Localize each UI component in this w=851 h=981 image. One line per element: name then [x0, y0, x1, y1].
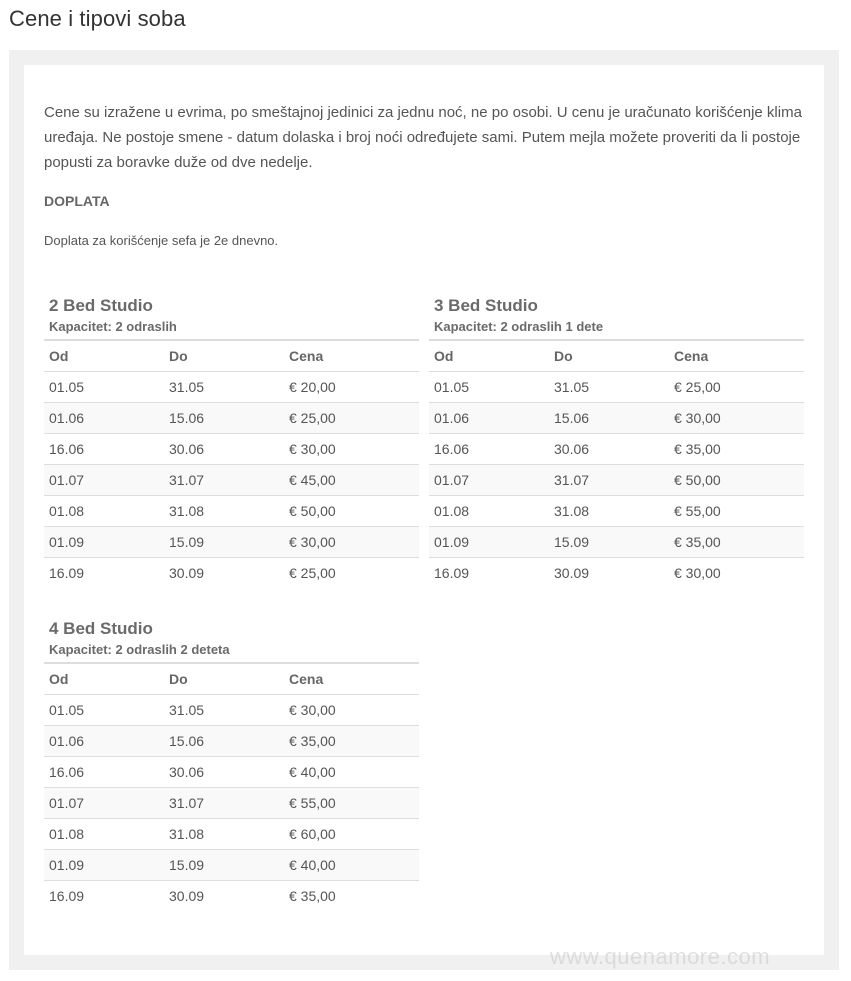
cell-from: 01.08	[429, 496, 549, 527]
table-row	[429, 372, 804, 403]
table-row	[429, 403, 804, 434]
table-row	[44, 558, 419, 589]
room-capacity: Kapacitet: 2 odraslih	[49, 319, 177, 334]
cell-price: € 30,00	[669, 403, 804, 434]
table-row	[44, 527, 419, 558]
column-header-from: Od	[44, 340, 164, 372]
content-card	[24, 65, 824, 955]
cell-price: € 50,00	[669, 465, 804, 496]
cell-to: 31.05	[164, 695, 284, 726]
cell-to: 15.09	[164, 850, 284, 881]
table-row	[44, 788, 419, 819]
cell-to: 31.05	[164, 372, 284, 403]
table-row	[429, 558, 804, 589]
room-capacity: Kapacitet: 2 odraslih 2 deteta	[49, 642, 230, 657]
cell-price: € 55,00	[284, 788, 419, 819]
cell-price: € 50,00	[284, 496, 419, 527]
room-name: 3 Bed Studio	[434, 296, 538, 315]
cell-price: € 60,00	[284, 819, 419, 850]
cell-to: 15.06	[164, 403, 284, 434]
surcharge-text: Doplata za korišćenje sefa je 2e dnevno.	[44, 233, 279, 248]
cell-to: 30.09	[169, 565, 205, 581]
cell-to: 15.06	[549, 403, 669, 434]
cell-to: 15.09	[549, 527, 669, 558]
cell-from: 01.07	[44, 788, 164, 819]
table-row	[44, 726, 419, 757]
table-row	[44, 850, 419, 881]
cell-to: 31.07	[549, 465, 669, 496]
cell-price: € 35,00	[669, 527, 804, 558]
cell-price: € 30,00	[674, 565, 721, 581]
cell-to: 15.09	[164, 527, 284, 558]
table-row	[44, 757, 419, 788]
cell-from: 01.07	[44, 465, 164, 496]
column-header-to: Do	[164, 340, 284, 372]
table-row	[44, 403, 419, 434]
cell-to: 30.09	[169, 888, 205, 904]
table-row	[44, 434, 419, 465]
cell-to: 31.08	[164, 496, 284, 527]
cell-from: 01.05	[44, 695, 164, 726]
column-header-to: Do	[164, 663, 284, 695]
cell-from: 01.08	[44, 496, 164, 527]
room-card-3-bed-studio	[429, 294, 804, 588]
cell-to: 31.05	[549, 372, 669, 403]
cell-from: 01.06	[429, 403, 549, 434]
cell-price: € 20,00	[284, 372, 419, 403]
table-row	[44, 695, 419, 726]
cell-to: 30.06	[164, 757, 284, 788]
column-header-from: Od	[44, 663, 164, 695]
cell-price: € 30,00	[284, 527, 419, 558]
cell-from: 01.07	[429, 465, 549, 496]
column-header-price: Cena	[284, 340, 419, 372]
cell-from: 16.09	[49, 565, 85, 581]
cell-from: 16.09	[49, 888, 85, 904]
cell-price: € 30,00	[284, 434, 419, 465]
cell-from: 01.06	[44, 726, 164, 757]
table-header-row	[44, 663, 419, 695]
cell-from: 01.09	[44, 850, 164, 881]
cell-from: 01.08	[44, 819, 164, 850]
cell-price: € 25,00	[284, 403, 419, 434]
cell-from: 16.06	[429, 434, 549, 465]
price-table	[44, 339, 419, 588]
intro-text: Cene su izražene u evrima, po smeštajnoj jedinici za jednu noć, ne po osobi. U cenu je uračunato korišćenje klima uređaja. Ne postoje smene - datum dolaska i broj noći određujete sami. Putem mejla možete proveriti da li postoje popusti za boravke duže od dve nedelje.	[44, 104, 802, 171]
watermark: www.quenamore.com	[550, 944, 771, 969]
table-row	[429, 527, 804, 558]
cell-to: 30.06	[549, 434, 669, 465]
cell-price: € 25,00	[289, 565, 336, 581]
cell-to: 31.08	[164, 819, 284, 850]
table-row	[429, 496, 804, 527]
cell-to: 30.09	[554, 565, 590, 581]
table-row	[44, 496, 419, 527]
table-row	[44, 465, 419, 496]
column-header-price: Cena	[284, 663, 419, 695]
room-name: 2 Bed Studio	[49, 296, 153, 315]
table-header-row	[44, 340, 419, 372]
cell-to: 30.06	[164, 434, 284, 465]
table-row	[429, 434, 804, 465]
cell-price: € 40,00	[284, 850, 419, 881]
cell-price: € 45,00	[284, 465, 419, 496]
room-card-4-bed-studio	[44, 617, 419, 911]
table-row	[44, 881, 419, 912]
cell-price: € 55,00	[669, 496, 804, 527]
table-header-row	[429, 340, 804, 372]
cell-price: € 35,00	[669, 434, 804, 465]
cell-price: € 30,00	[284, 695, 419, 726]
cell-to: 31.07	[164, 788, 284, 819]
cell-from: 16.06	[44, 757, 164, 788]
room-card-2-bed-studio	[44, 294, 419, 588]
column-header-price: Cena	[669, 340, 804, 372]
column-header-to: Do	[549, 340, 669, 372]
cell-price: € 25,00	[669, 372, 804, 403]
cell-from: 01.09	[429, 527, 549, 558]
price-table	[44, 662, 419, 911]
cell-from: 01.05	[44, 372, 164, 403]
price-table	[429, 339, 804, 588]
cell-to: 31.07	[164, 465, 284, 496]
cell-from: 16.09	[434, 565, 470, 581]
cell-price: € 35,00	[284, 726, 419, 757]
surcharge-heading: DOPLATA	[44, 193, 110, 209]
cell-from: 01.05	[429, 372, 549, 403]
table-row	[429, 465, 804, 496]
cell-to: 31.08	[549, 496, 669, 527]
table-row	[44, 819, 419, 850]
cell-to: 15.06	[164, 726, 284, 757]
room-capacity: Kapacitet: 2 odraslih 1 dete	[434, 319, 604, 334]
cell-price: € 40,00	[284, 757, 419, 788]
cell-from: 16.06	[44, 434, 164, 465]
cell-from: 01.06	[44, 403, 164, 434]
page-title: Cene i tipovi soba	[9, 6, 186, 31]
content-panel	[9, 50, 839, 970]
cell-from: 01.09	[44, 527, 164, 558]
cell-price: € 35,00	[289, 888, 336, 904]
table-row	[44, 372, 419, 403]
room-name: 4 Bed Studio	[49, 619, 153, 638]
column-header-from: Od	[429, 340, 549, 372]
